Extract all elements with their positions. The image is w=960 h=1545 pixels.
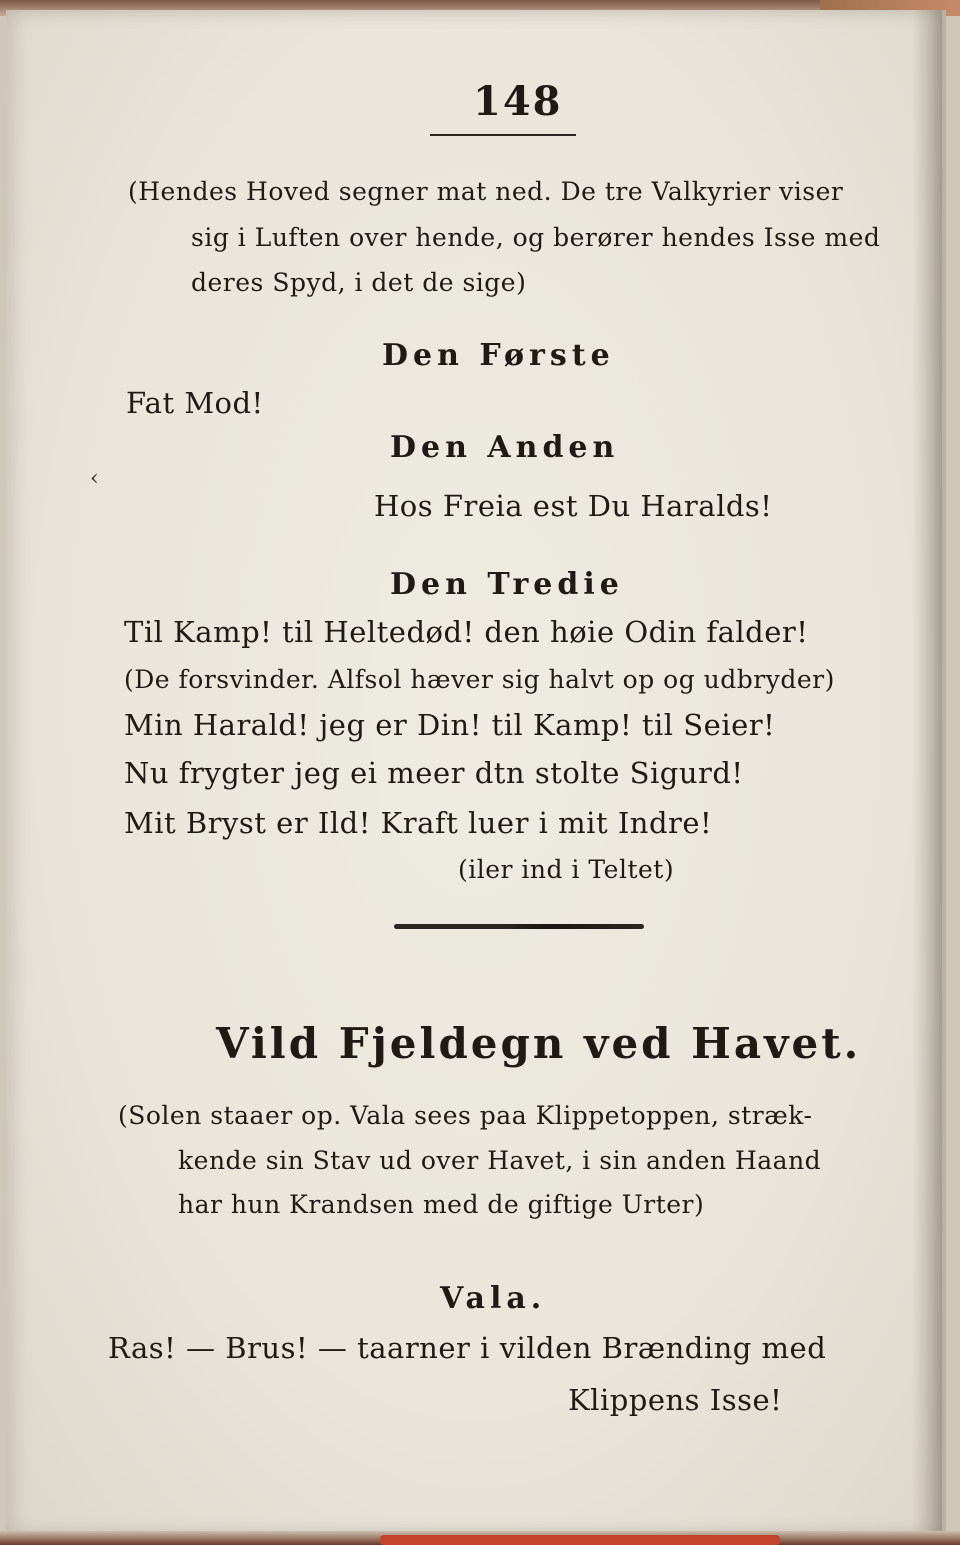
stage-direction-line: har hun Krandsen med de giftige Urter) [178, 1190, 705, 1219]
section-divider [394, 924, 644, 929]
stage-direction-line: deres Spyd, i det de sige) [191, 268, 527, 297]
stage-direction-line: (De forsvinder. Alfsol hæver sig halvt op og udbryder) [124, 665, 835, 694]
verse-line: Mit Bryst er Ild! Kraft luer i mit Indre! [124, 806, 713, 840]
verse-line: Hos Freia est Du Haralds! [374, 489, 773, 523]
verse-line: Nu frygter jeg ei meer dtn stolte Sigurd! [124, 756, 744, 790]
scene-title: Vild Fjeldegn ved Havet. [216, 1019, 862, 1068]
stage-direction-line: (iler ind i Teltet) [458, 855, 675, 884]
page-number: 148 [473, 78, 563, 125]
verse-line: Fat Mod! [126, 386, 264, 420]
stage-direction-line: sig i Luften over hende, og berører hendes Isse med [191, 223, 881, 252]
verse-line: Ras! — Brus! — taarner i vilden Brænding med [108, 1331, 827, 1365]
page-gutter-shadow [912, 10, 942, 1535]
book-bottom-edge [0, 1531, 960, 1545]
stage-direction-line: kende sin Stav ud over Havet, i sin anden Haand [178, 1146, 822, 1175]
verse-line: Til Kamp! til Heltedød! den høie Odin falder! [124, 615, 809, 649]
speaker-heading: Vala. [440, 1281, 547, 1316]
stage-direction-line: (Solen staaer op. Vala sees paa Klippetoppen, stræk- [118, 1101, 813, 1130]
book-page [6, 10, 946, 1535]
verse-line: Klippens Isse! [568, 1383, 783, 1417]
verse-line: Min Harald! jeg er Din! til Kamp! til Seier! [124, 708, 776, 742]
book-cover-edge [380, 1535, 780, 1545]
speaker-heading: Den Tredie [390, 567, 624, 602]
speaker-heading: Den Første [382, 338, 615, 373]
margin-mark: ‹ [90, 466, 99, 491]
stage-direction-line: (Hendes Hoved segner mat ned. De tre Valkyrier viser [128, 177, 844, 206]
header-rule [430, 134, 576, 136]
speaker-heading: Den Anden [390, 430, 620, 465]
